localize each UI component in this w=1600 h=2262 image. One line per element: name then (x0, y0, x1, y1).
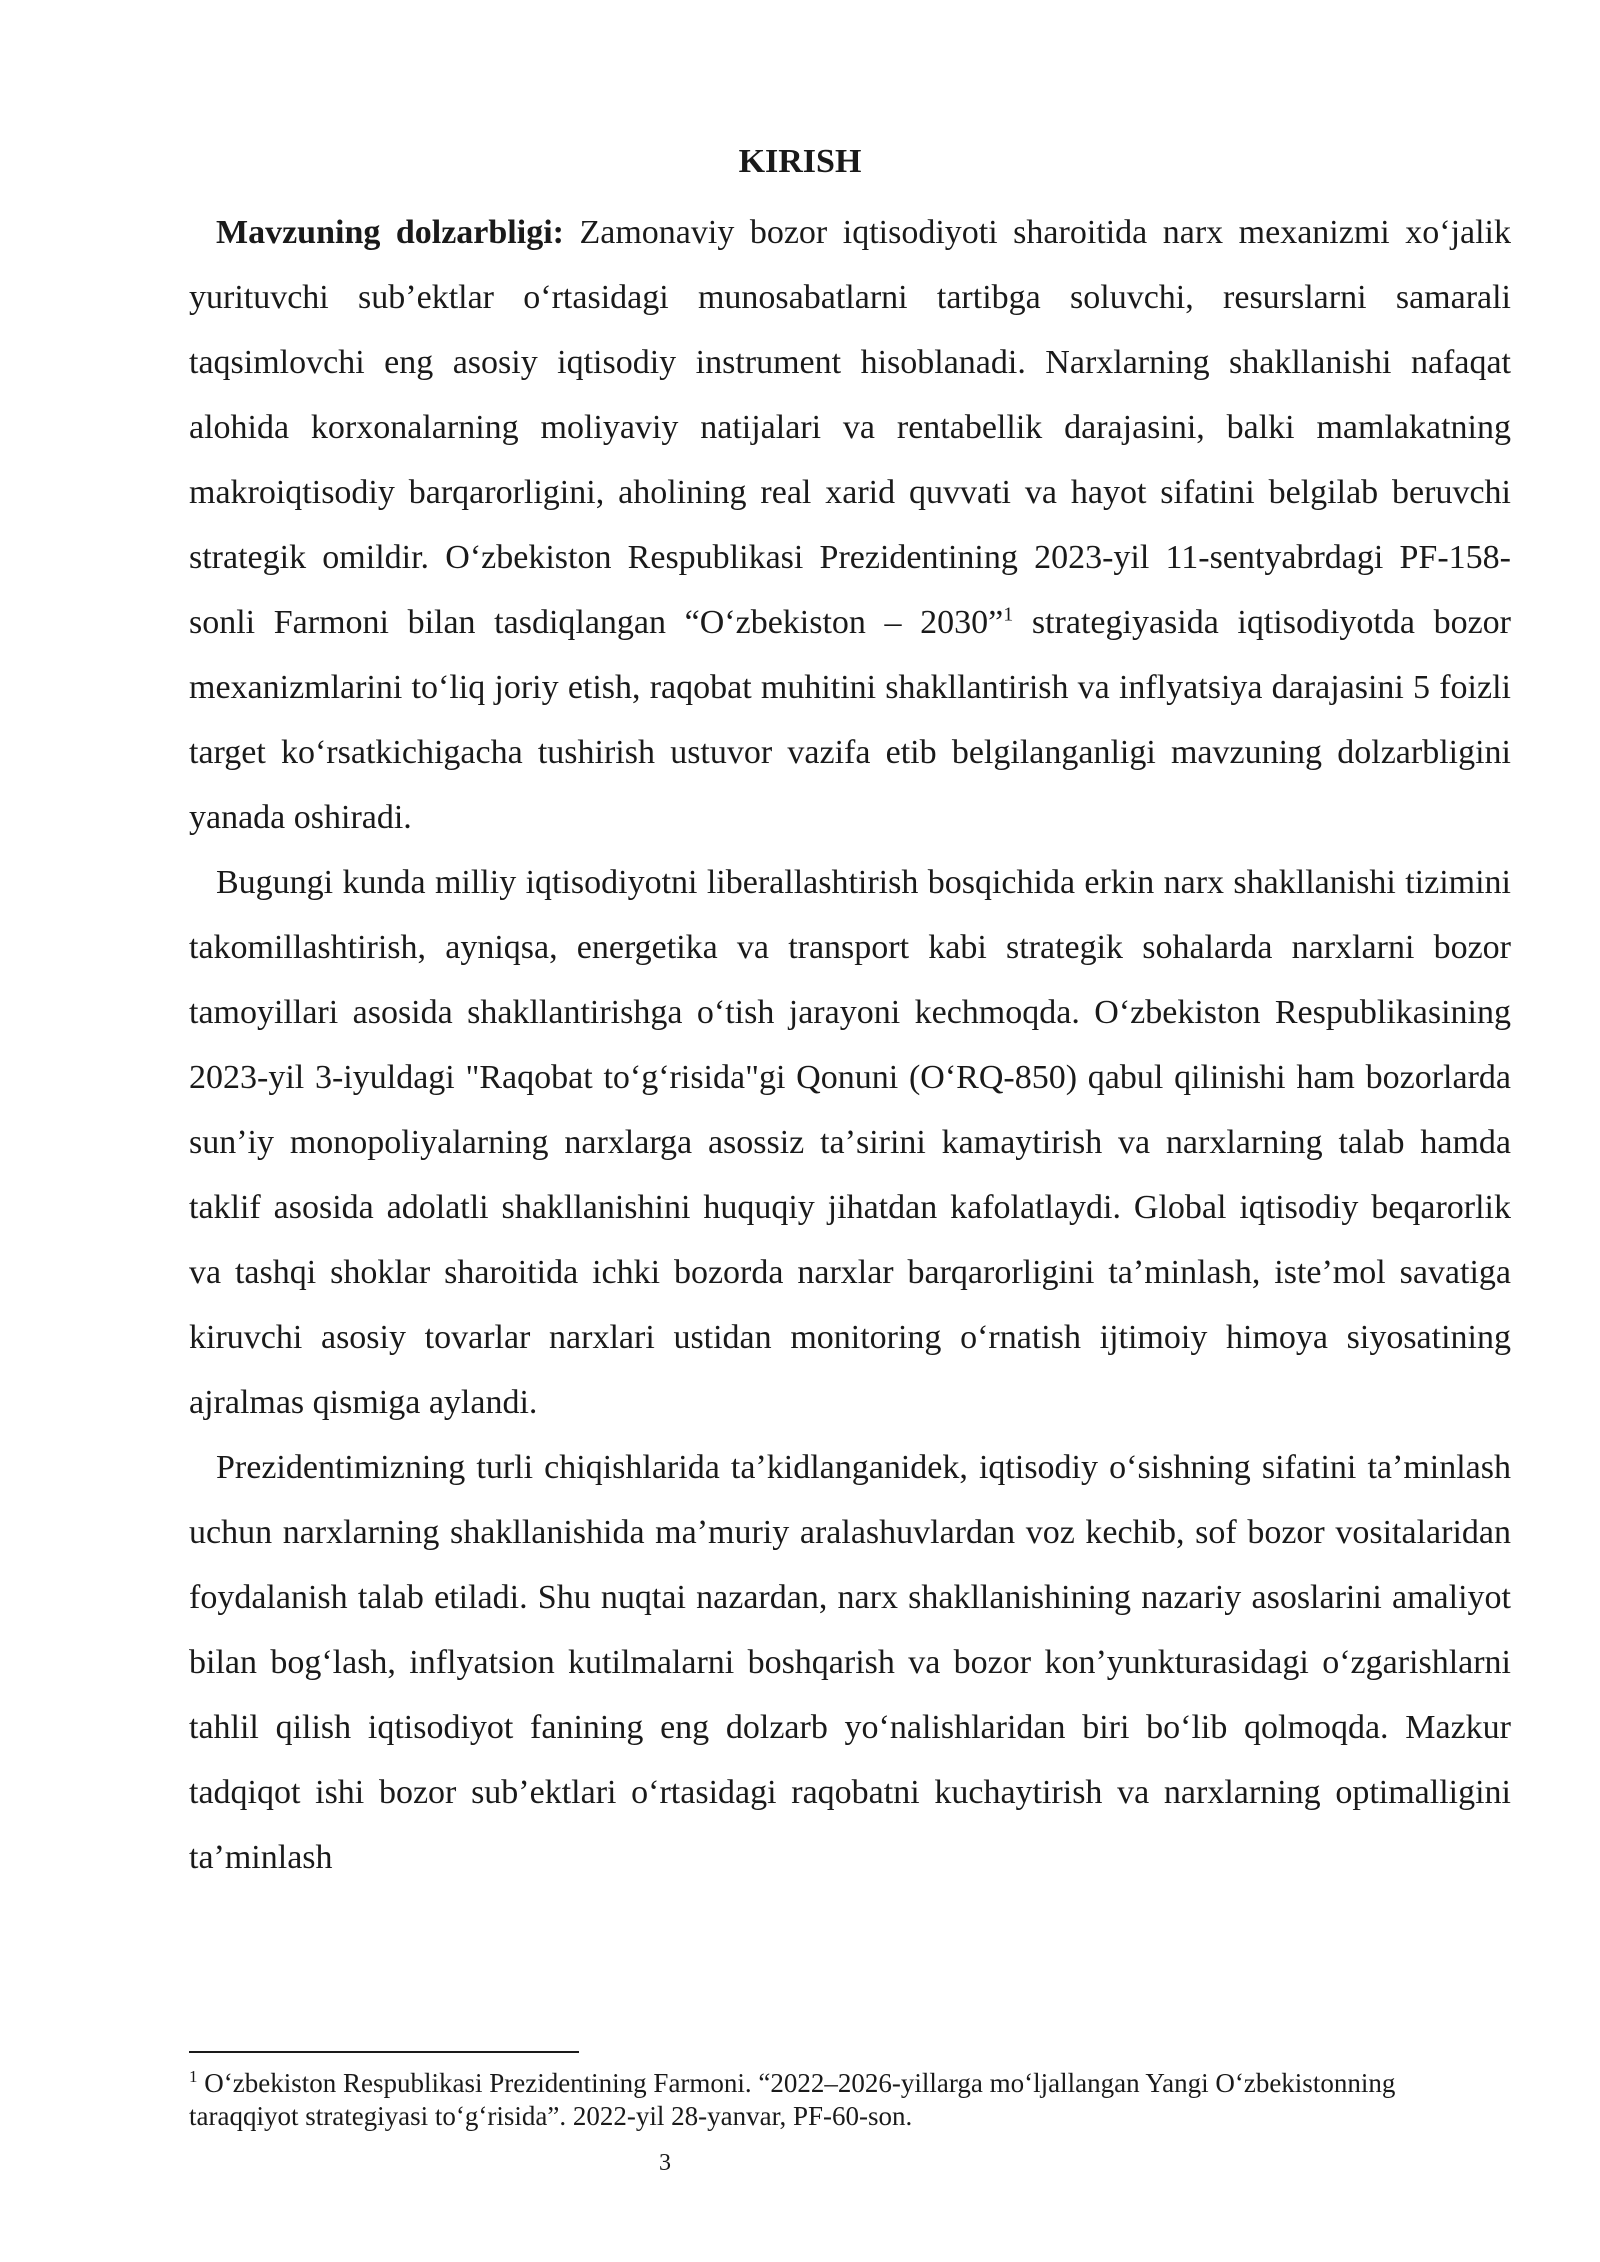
footnote-text: Oʻzbekiston Respublikasi Prezidentining Farmoni. “2022–2026-yillarga moʻljallangan Yangi Oʻzbekistonning taraqqiyot strategiyasi toʻgʻrisida”. 2022-yil 28-yanvar, PF-60-son. (189, 2068, 1396, 2131)
page-number: 3 (659, 2150, 671, 2176)
document-body (189, 200, 1511, 1890)
footnote-marker: 1 (189, 2067, 198, 2086)
paragraph-lead: Mavzuning dolzarbligi: (216, 214, 564, 251)
footnote (189, 2067, 1511, 2133)
footnote-separator (189, 2051, 579, 2053)
footnote-reference[interactable]: 1 (1003, 603, 1014, 626)
page-title: KIRISH (738, 143, 862, 180)
paragraph-president: Prezidentimizning turli chiqishlarida taʼkidlanganidek, iqtisodiy oʻsishning sifatini taʼminlash uchun narxlarning shakllanishida maʼmuriy aralashuvlardan voz kechib, sof bozor vositalaridan foydalanish talab etiladi. Shu nuqtai nazardan, narx shakllanishining nazariy asoslarini amaliyot bilan bogʻlash, inflyatsion kutilmalarni boshqarish va bozor konʼyunkturasidagi oʻzgarishlarni tahlil qilish iqtisodiyot fanining eng dolzarb yoʻnalishlaridan biri boʻlib qolmoqda. Mazkur tadqiqot ishi bozor subʼektlari oʻrtasidagi raqobatni kuchaytirish va narxlarning optimalligini taʼminlash (189, 1449, 1511, 1876)
paragraph-relevance (189, 200, 1511, 850)
paragraph-text: Zamonaviy bozor iqtisodiyoti sharoitida narx mexanizmi xoʻjalik yurituvchi subʼektlar oʻrtasidagi munosabatlarni tartibga soluvchi, resurslarni samarali taqsimlovchi eng asosiy iqtisodiy instrument hisoblanadi. Narxlarning shakllanishi nafaqat alohida korxonalarning moliyaviy natijalari va rentabellik darajasini, balki mamlakatning makroiqtisodiy barqarorligini, aholining real xarid quvvati va hayot sifatini belgilab beruvchi strategik omildir. Oʻzbekiston Respublikasi Prezidentining 2023-yil 11-sentyabrdagi PF-158-sonli Farmoni bilan tasdiqlangan “Oʻzbekiston – 2030” (189, 214, 1512, 641)
paragraph-liberalization: Bugungi kunda milliy iqtisodiyotni liberallashtirish bosqichida erkin narx shakllanishi tizimini takomillashtirish, ayniqsa, energetika va transport kabi strategik sohalarda narxlarni bozor tamoyillari asosida shakllantirishga oʻtish jarayoni kechmoqda. Oʻzbekiston Respublikasining 2023-yil 3-iyuldagi "Raqobat toʻgʻrisida"gi Qonuni (OʻRQ-850) qabul qilinishi ham bozorlarda sunʼiy monopoliyalarning narxlarga asossiz taʼsirini kamaytirish va narxlarning talab hamda taklif asosida adolatli shakllanishini huquqiy jihatdan kafolatlaydi. Global iqtisodiy beqarorlik va tashqi shoklar sharoitida ichki bozorda narxlar barqarorligini taʼminlash, isteʼmol savatiga kiruvchi asosiy tovarlar narxlari ustidan monitoring oʻrnatish ijtimoiy himoya siyosatining ajralmas qismiga aylandi. (189, 864, 1511, 1421)
paragraph-text: strategiyasida iqtisodiyotda bozor mexanizmlarini toʻliq joriy etish, raqobat muhitini shakllantirish va inflyatsiya darajasini 5 foizli target koʻrsatkichigacha tushirish ustuvor vazifa etib belgilanganligi mavzuning dolzarbligini yanada oshiradi. (189, 604, 1512, 836)
